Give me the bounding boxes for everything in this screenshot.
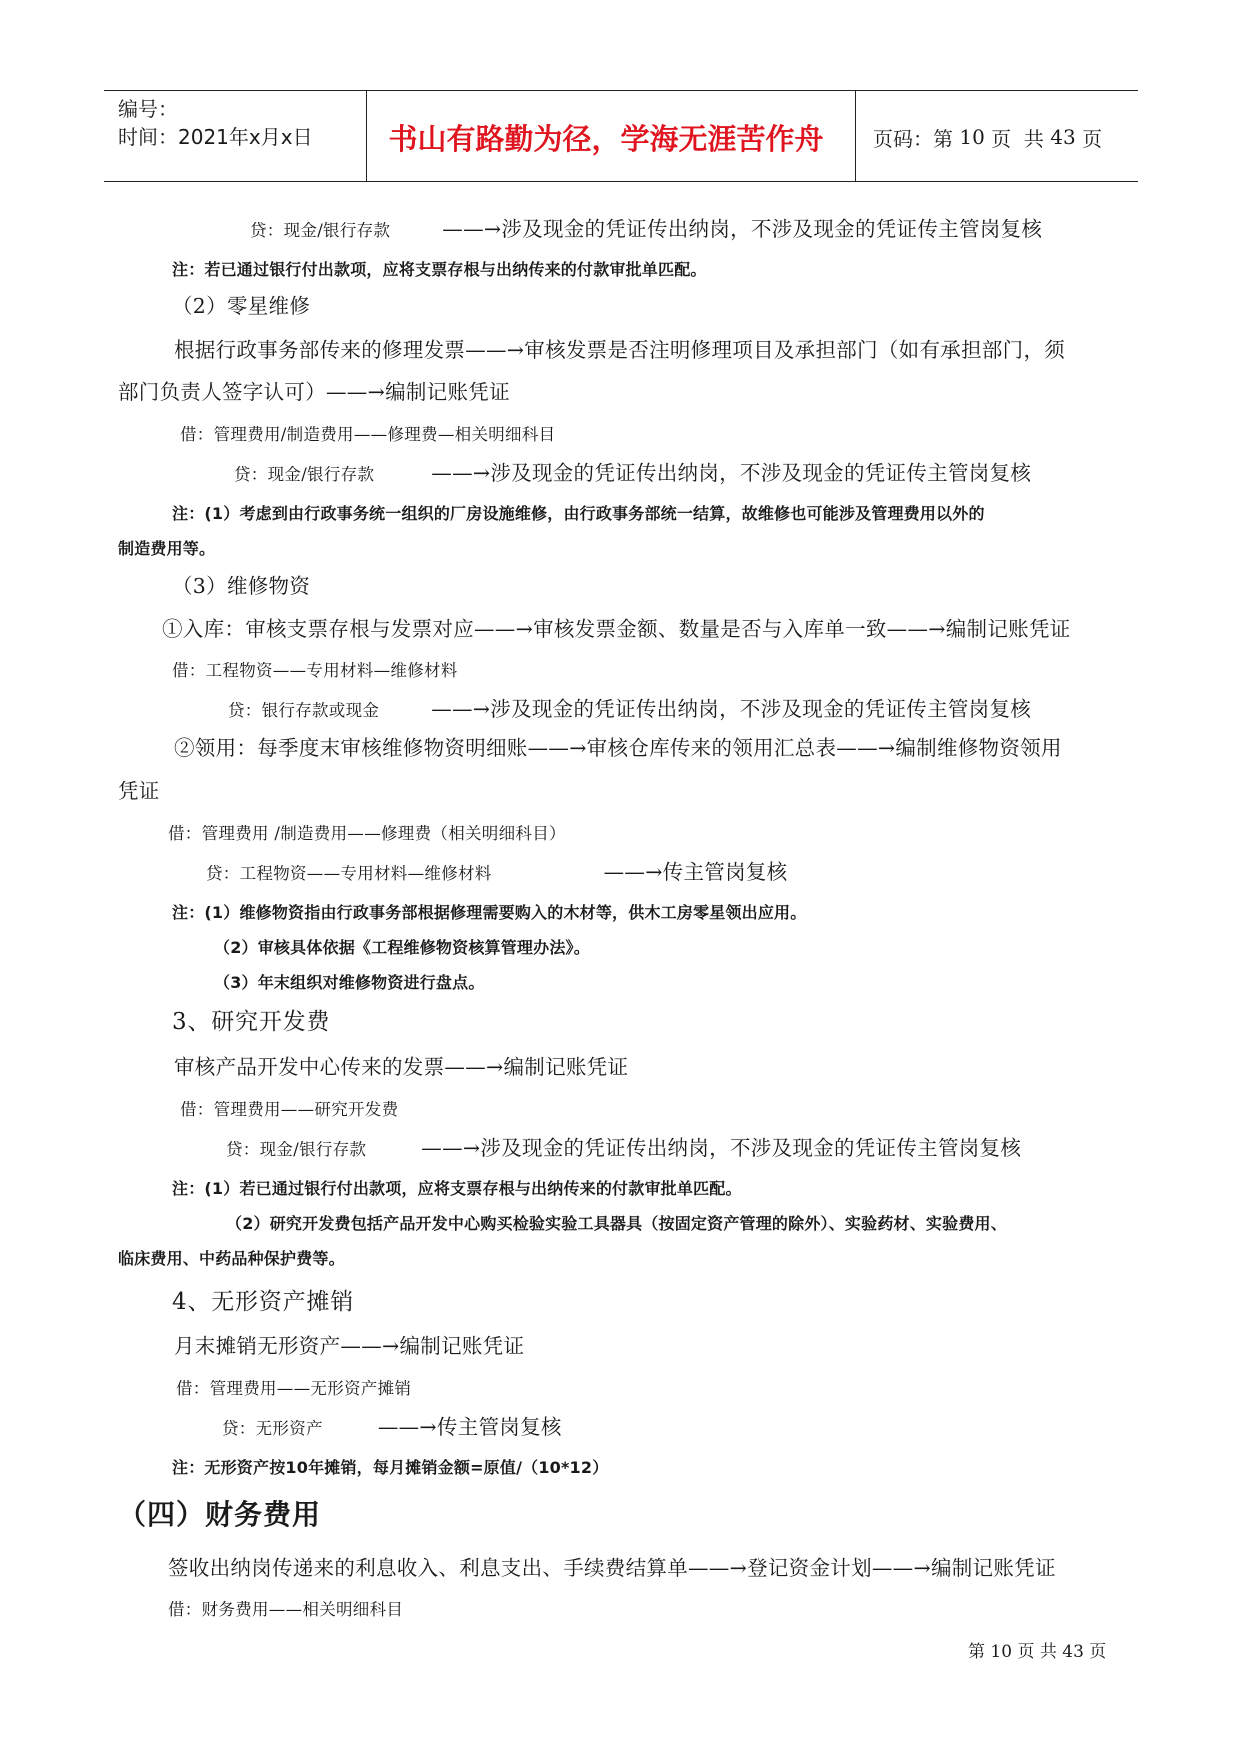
note: 注：(1）考虑到由行政事务统一组织的厂房设施维修，由行政事务部统一结算，故维修也可能涉及管理费用以外的 <box>172 504 985 523</box>
section-heading: 4、无形资产摊销 <box>172 1289 355 1315</box>
note: 注：若已通过银行付出款项，应将支票存根与出纳传来的付款审批单匹配。 <box>172 260 707 279</box>
header-page-info <box>873 91 1102 183</box>
subsection-heading: （2）零星维修 <box>172 294 311 318</box>
paragraph: 部门负责人签字认可）——→编制记账凭证 <box>118 380 510 404</box>
header-meta <box>118 95 313 151</box>
debit-line: 借：财务费用——相关明细科目 <box>168 1600 404 1619</box>
debit-line: 借：管理费用/制造费用——修理费—相关明细科目 <box>180 425 556 444</box>
note: 注：(1）维修物资指由行政事务部根据修理需要购入的木材等，供木工房零星领出应用。 <box>172 903 807 922</box>
header-motto: 书山有路勤为径，学海无涯苦作舟 <box>388 121 824 156</box>
page-end: 页 <box>1082 126 1103 151</box>
credit-line: 贷：现金/银行存款 ——→涉及现金的凭证传出纳岗，不涉及现金的凭证传主管岗复核 <box>226 1136 1022 1160</box>
page-number: 10 <box>959 125 985 149</box>
debit-line: 借：工程物资——专用材料—维修材料 <box>172 661 458 680</box>
credit-line: 贷：无形资产 ——→传主管岗复核 <box>222 1415 562 1439</box>
page-mid: 页 共 <box>991 126 1044 151</box>
subsection-heading: （3）维修物资 <box>172 574 311 598</box>
paragraph: ②领用：每季度末审核维修物资明细账——→审核仓库传来的领用汇总表——→编制维修物资领用 <box>174 736 1062 760</box>
credit-line: 贷：工程物资——专用材料—维修材料 ——→传主管岗复核 <box>206 860 788 884</box>
note: 制造费用等。 <box>118 539 216 558</box>
paragraph: 根据行政事务部传来的修理发票——→审核发票是否注明修理项目及承担部门（如有承担部门，须 <box>174 338 1066 362</box>
note: （2）研究开发费包括产品开发中心购买检验实验工具器具（按固定资产管理的除外）、实验药材、实验费用、 <box>226 1214 1007 1233</box>
debit-line: 借：管理费用 /制造费用——修理费（相关明细科目） <box>168 824 566 843</box>
note: 临床费用、中药品种保护费等。 <box>118 1249 345 1268</box>
number-label: 编号： <box>118 97 178 121</box>
header-divider <box>855 91 856 181</box>
credit-line: 贷：银行存款或现金 ——→涉及现金的凭证传出纳岗，不涉及现金的凭证传主管岗复核 <box>228 697 1032 721</box>
note: 注：(1）若已通过银行付出款项，应将支票存根与出纳传来的付款审批单匹配。 <box>172 1179 742 1198</box>
page-label: 页码：第 <box>873 126 953 151</box>
paragraph: 月末摊销无形资产——→编制记账凭证 <box>174 1334 525 1358</box>
paragraph: 凭证 <box>118 779 160 803</box>
page-total: 43 <box>1050 125 1076 149</box>
debit-line: 借：管理费用——研究开发费 <box>180 1100 399 1119</box>
note: （3）年末组织对维修物资进行盘点。 <box>214 973 485 992</box>
credit-line: 贷：现金/银行存款 ——→涉及现金的凭证传出纳岗，不涉及现金的凭证传主管岗复核 <box>250 217 1043 241</box>
page-header <box>104 90 1138 182</box>
debit-line: 借：管理费用——无形资产摊销 <box>176 1379 412 1398</box>
paragraph: ①入库：审核支票存根与发票对应——→审核发票金额、数量是否与入库单一致——→编制记账凭证 <box>162 617 1071 641</box>
note: 注：无形资产按10年摊销，每月摊销金额=原值/（10*12） <box>172 1458 609 1477</box>
time-label: 时间：2021年x月x日 <box>118 125 313 149</box>
chapter-heading: （四）财务费用 <box>118 1498 322 1531</box>
note: （2）审核具体依据《工程维修物资核算管理办法》。 <box>214 938 590 957</box>
paragraph: 签收出纳岗传递来的利息收入、利息支出、手续费结算单——→登记资金计划——→编制记账凭证 <box>168 1556 1056 1580</box>
page-footer: 第 10 页 共 43 页 <box>968 1642 1107 1662</box>
section-heading: 3、研究开发费 <box>172 1009 331 1035</box>
paragraph: 审核产品开发中心传来的发票——→编制记账凭证 <box>174 1055 629 1079</box>
credit-line: 贷：现金/银行存款 ——→涉及现金的凭证传出纳岗，不涉及现金的凭证传主管岗复核 <box>234 461 1032 485</box>
